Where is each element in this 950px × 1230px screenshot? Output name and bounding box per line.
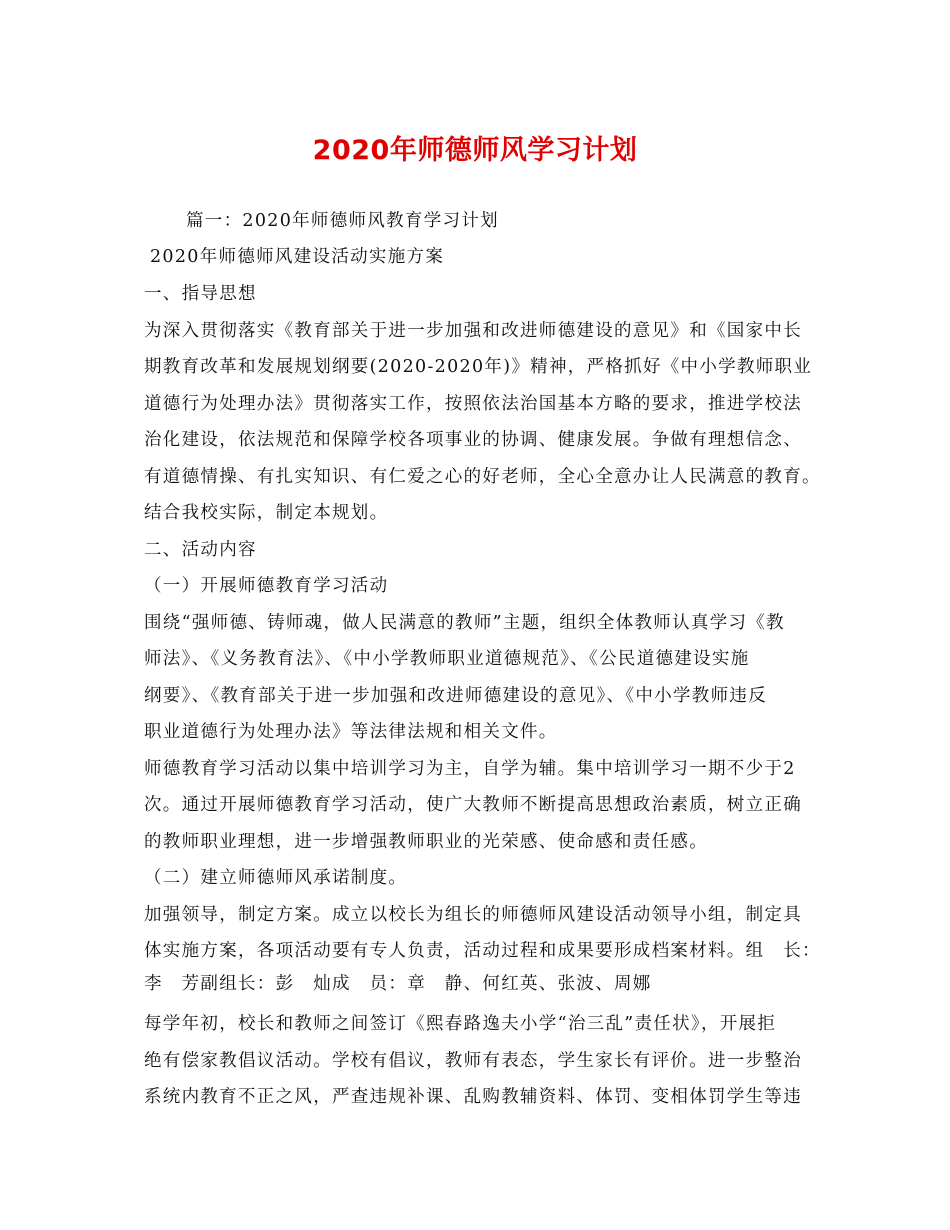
paragraph-line: 结合我校实际，制定本规划。: [144, 503, 389, 523]
section-heading-guiding-thought: 一、指导思想: [144, 284, 257, 304]
paragraph-line: 绝有偿家教倡议活动。学校有倡议，教师有表态，学生家长有评价。进一步整治: [144, 1051, 802, 1071]
section-heading-activities: 二、活动内容: [144, 540, 257, 560]
paragraph-line: 治化建设，依法规范和保障学校各项事业的协调、健康发展。争做有理想信念、: [144, 430, 802, 450]
paragraph-line: 纲要》、《教育部关于进一步加强和改进师德建设的意见》、《中小学教师违反: [144, 686, 767, 706]
paragraph-line: 围绕“强师德、铸师魂，做人民满意的教师”主题，组织全体教师认真学习《教: [144, 613, 785, 633]
paragraph-line: 有道德情操、有扎实知识、有仁爱之心的好老师，全心全意办让人民满意的教育。: [144, 467, 821, 487]
paragraph-line: 道德行为处理办法》贯彻落实工作，按照依法治国基本方略的要求，推进学校法: [144, 394, 802, 414]
paragraph-line: 为深入贯彻落实《教育部关于进一步加强和改进师德建设的意见》和《国家中长: [144, 321, 802, 341]
paragraph-line: 的教师职业理想，进一步增强教师职业的光荣感、使命感和责任感。: [144, 832, 708, 852]
paragraph-line: 体实施方案，各项活动要有专人负责，活动过程和成果要形成档案材料。组 长：: [144, 941, 821, 961]
document-title: 2020年师德师风学习计划: [312, 135, 638, 166]
paragraph-line: 期教育改革和发展规划纲要(2020-2020年)》精神，严格抓好《中小学教师职业: [144, 357, 813, 377]
paragraph-line: 每学年初，校长和教师之间签订《熙春路逸夫小学“治三乱”责任状》，开展拒: [144, 1014, 777, 1034]
plan-subtitle: 2020年师德师风建设活动实施方案: [150, 247, 445, 267]
paragraph-line: 次。通过开展师德教育学习活动，使广大教师不断提高思想政治素质，树立正确: [144, 795, 802, 815]
section-heading-part-one: 篇一：2020年师德师风教育学习计划: [186, 211, 499, 231]
subsection-heading-1: （一）开展师德教育学习活动: [144, 576, 389, 596]
subsection-heading-2: （二）建立师德师风承诺制度。: [144, 868, 408, 888]
paragraph-line: 李 芳副组长：彭 灿成 员：章 静、何红英、张波、周娜: [144, 974, 652, 994]
paragraph-line: 加强领导，制定方案。成立以校长为组长的师德师风建设活动领导小组，制定具: [144, 905, 802, 925]
paragraph-line: 系统内教育不正之风，严查违规补课、乱购教辅资料、体罚、变相体罚学生等违: [144, 1087, 802, 1107]
paragraph-line: 师德教育学习活动以集中培训学习为主，自学为辅。集中培训学习一期不少于2: [144, 759, 796, 779]
paragraph-line: 师法》、《义务教育法》、《中小学教师职业道德规范》、《公民道德建设实施: [144, 649, 750, 669]
paragraph-line: 职业道德行为处理办法》等法律法规和相关文件。: [144, 722, 558, 742]
